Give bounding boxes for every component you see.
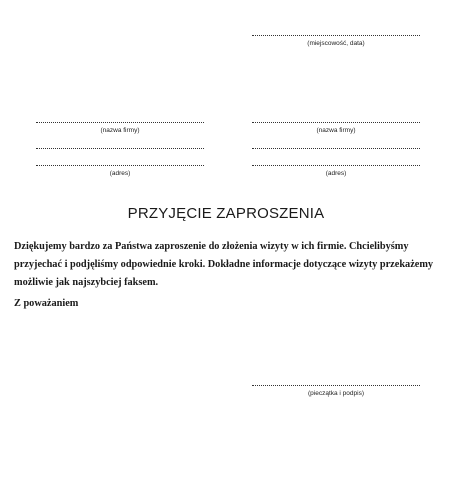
recipient-address-line-1 xyxy=(252,148,420,149)
document-title: PRZYJĘCIE ZAPROSZENIA xyxy=(127,205,325,222)
sender-company-caption: (nazwa firmy) xyxy=(100,127,140,134)
sender-address-line-2 xyxy=(36,165,204,166)
place-date-line xyxy=(252,35,420,36)
sender-address-caption: (adres) xyxy=(109,170,131,177)
recipient-address-line-2 xyxy=(252,165,420,166)
sender-address-line-1 xyxy=(36,148,204,149)
sender-company-line xyxy=(36,122,204,123)
signature-line xyxy=(252,385,420,386)
recipient-company-caption: (nazwa firmy) xyxy=(316,127,356,134)
recipient-company-line xyxy=(252,122,420,123)
recipient-address-caption: (adres) xyxy=(325,170,347,177)
closing-phrase: Z poważaniem xyxy=(14,298,79,309)
letter-body: Dziękujemy bardzo za Państwa zaproszenie do złożenia wizyty w ich firmie. Chcielibyśmy przyjechać i podjęliśmy odpowiednie kroki. Dokładne informacje dotyczące wizyty przekażemy możliwie jak najszybciej faksem. xyxy=(14,241,434,288)
signature-caption: (pieczątka i podpis) xyxy=(308,390,364,397)
place-date-caption: (miejscowość, data) xyxy=(307,40,365,47)
